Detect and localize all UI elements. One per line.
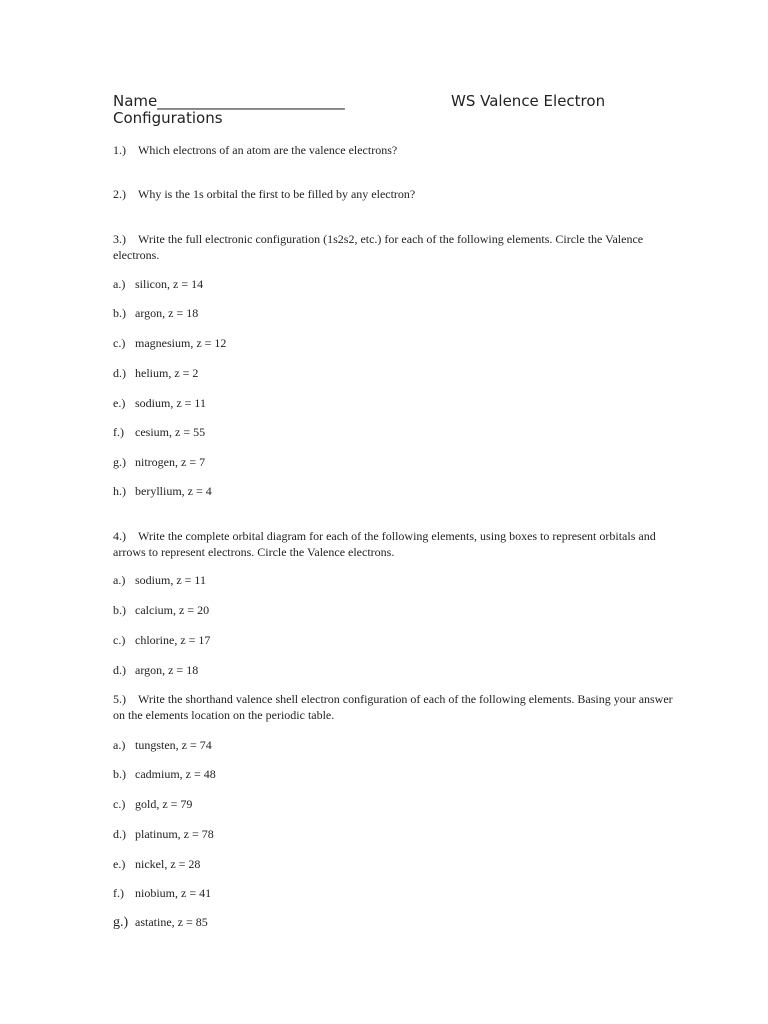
item-label: f.) (113, 425, 124, 439)
question-text: Write the full electronic configuration (1s2s2, etc.) for each of the following elements. Circle the Valence electrons. (113, 232, 644, 262)
question-number: 4.) (113, 529, 126, 543)
item-label: a.) (113, 277, 126, 291)
list-item (113, 365, 198, 381)
list-item (113, 766, 216, 782)
list-item (113, 424, 205, 440)
list-item (113, 662, 198, 678)
list-item (113, 602, 209, 618)
list-item (113, 632, 210, 648)
item-text: helium, z = 2 (135, 366, 199, 380)
list-item (113, 335, 226, 351)
item-label: c.) (113, 633, 126, 647)
question-text: Why is the 1s orbital the first to be filled by any electron? (138, 187, 416, 201)
item-label: e.) (113, 857, 126, 871)
question-number: 1.) (113, 143, 126, 157)
item-text: sodium, z = 11 (135, 573, 206, 587)
list-item (113, 454, 205, 470)
list-item (113, 276, 203, 292)
item-text: nitrogen, z = 7 (135, 455, 206, 469)
item-text: silicon, z = 14 (135, 277, 204, 291)
item-text: argon, z = 18 (135, 663, 199, 677)
item-text: chlorine, z = 17 (135, 633, 211, 647)
item-label: d.) (113, 827, 126, 841)
item-text: platinum, z = 78 (135, 827, 214, 841)
item-text: beryllium, z = 4 (135, 484, 212, 498)
question-text: Write the shorthand valence shell electron configuration of each of the following elements. Basing your answer on the elements location on the periodic table. (113, 692, 673, 722)
item-label: e.) (113, 396, 126, 410)
list-item (113, 826, 214, 842)
item-label: b.) (113, 603, 126, 617)
question-text: Which electrons of an atom are the valence electrons? (138, 143, 398, 157)
item-text: magnesium, z = 12 (135, 336, 227, 350)
question-1 (113, 142, 397, 158)
item-text: cadmium, z = 48 (135, 767, 216, 781)
list-item (113, 737, 212, 753)
question-5 (113, 691, 673, 723)
list-item (113, 483, 212, 499)
item-text: nickel, z = 28 (135, 857, 201, 871)
item-label: b.) (113, 306, 126, 320)
item-label: a.) (113, 573, 126, 587)
list-item (113, 572, 206, 588)
question-number: 3.) (113, 232, 126, 246)
list-item (113, 796, 192, 812)
list-item (113, 914, 208, 931)
item-text: cesium, z = 55 (135, 425, 206, 439)
item-text: tungsten, z = 74 (135, 738, 212, 752)
item-text: niobium, z = 41 (135, 886, 212, 900)
item-text: astatine, z = 85 (135, 915, 208, 929)
item-label: d.) (113, 366, 126, 380)
item-label: h.) (113, 484, 126, 498)
list-item (113, 885, 211, 901)
item-label: c.) (113, 797, 126, 811)
item-label: g.) (113, 915, 129, 930)
item-label: a.) (113, 738, 126, 752)
list-item (113, 856, 200, 872)
question-text: Write the complete orbital diagram for each of the following elements, using boxes to represent orbitals and arrows to represent electrons. Circle the Valence electrons. (113, 529, 656, 559)
worksheet-title-continued: Configurations (113, 109, 223, 127)
question-4 (113, 528, 673, 560)
item-label: b.) (113, 767, 126, 781)
item-text: sodium, z = 11 (135, 396, 206, 410)
item-text: argon, z = 18 (135, 306, 199, 320)
question-2 (113, 186, 415, 202)
item-label: c.) (113, 336, 126, 350)
item-text: calcium, z = 20 (135, 603, 210, 617)
question-3 (113, 231, 673, 263)
question-number: 2.) (113, 187, 126, 201)
item-text: gold, z = 79 (135, 797, 193, 811)
list-item (113, 395, 206, 411)
item-label: d.) (113, 663, 126, 677)
name-line: Name_________________________ (113, 92, 345, 110)
worksheet-title: WS Valence Electron (451, 92, 606, 110)
list-item (113, 305, 198, 321)
item-label: g.) (113, 455, 126, 469)
item-label: f.) (113, 886, 124, 900)
question-number: 5.) (113, 692, 126, 706)
